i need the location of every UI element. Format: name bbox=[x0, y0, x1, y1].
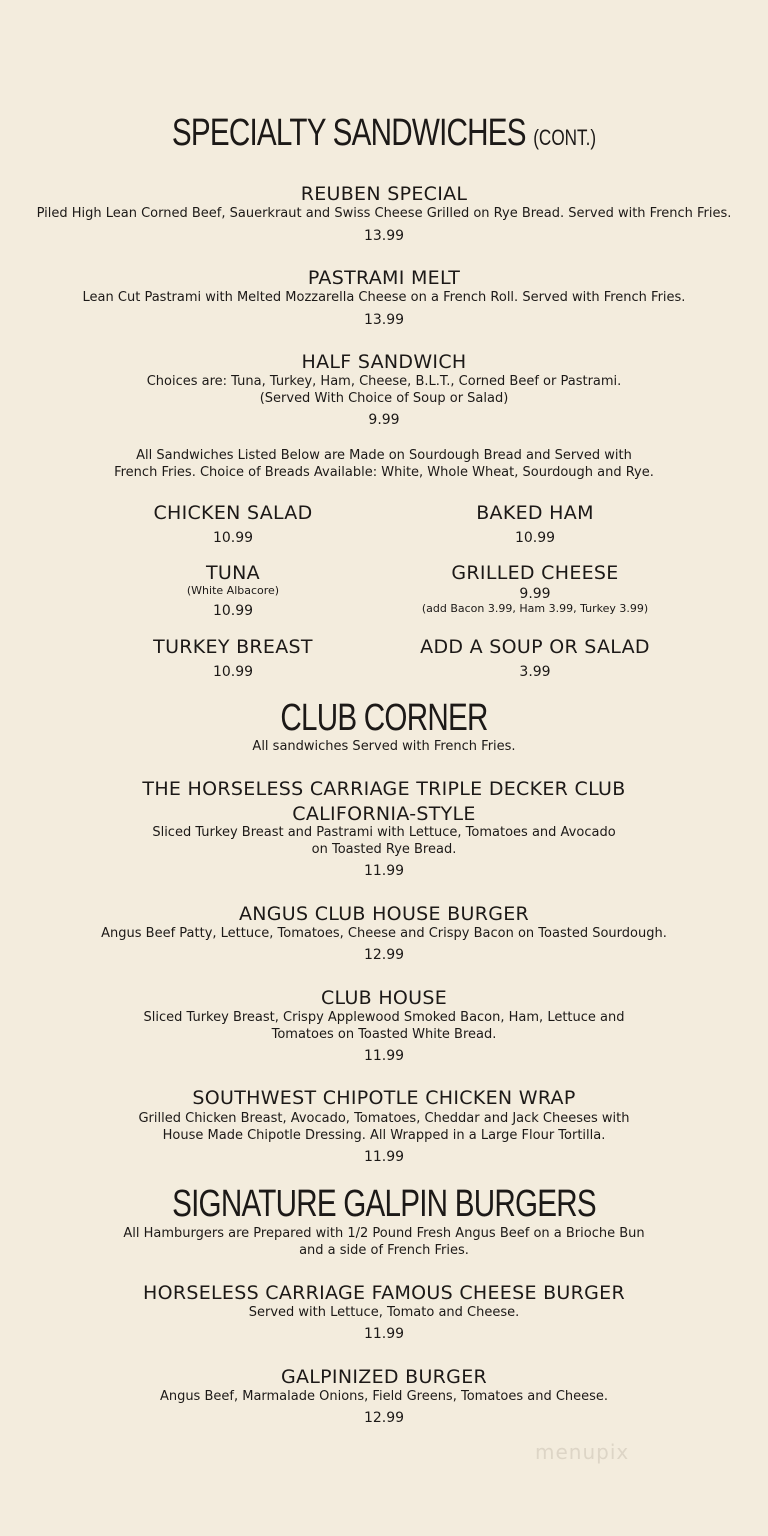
item-desc-reuben: Piled High Lean Corned Beef, Sauerkraut and Swiss Cheese Grilled on Rye Bread. Served with French Fries. bbox=[36, 206, 732, 221]
item-price-triple-decker: 11.99 bbox=[363, 863, 405, 879]
sandwich-note-1: All Sandwiches Listed Below are Made on Sourdough Bread and Served with bbox=[136, 448, 632, 463]
item-price: 10.99 bbox=[212, 664, 254, 680]
item-desc-club-house: Sliced Turkey Breast, Crispy Applewood Smoked Bacon, Ham, Lettuce and bbox=[143, 1010, 625, 1025]
item-sub: (White Albacore) bbox=[186, 584, 280, 597]
item-name: BAKED HAM bbox=[476, 502, 594, 524]
item-name-triple-decker: THE HORSELESS CARRIAGE TRIPLE DECKER CLUB bbox=[142, 778, 626, 800]
club-corner-heading: CLUB CORNER bbox=[280, 697, 488, 739]
item-desc-half-sandwich: Choices are: Tuna, Turkey, Ham, Cheese, B.L.T., Corned Beef or Pastrami. bbox=[146, 374, 622, 389]
grid-item-turkey-breast bbox=[73, 636, 393, 680]
item-price-angus-club: 12.99 bbox=[363, 947, 405, 963]
item-desc-chipotle-wrap-2: House Made Chipotle Dressing. All Wrapped in a Large Flour Tortilla. bbox=[162, 1128, 606, 1143]
section-title-suffix: (CONT.) bbox=[533, 125, 597, 150]
item-desc-triple-decker: Sliced Turkey Breast and Pastrami with Lettuce, Tomatoes and Avocado bbox=[152, 825, 616, 840]
item-price-reuben: 13.99 bbox=[363, 228, 405, 244]
item-price-chipotle-wrap: 11.99 bbox=[363, 1149, 405, 1165]
specialty-sandwiches-heading bbox=[84, 112, 683, 155]
item-desc-club-house-2: Tomatoes on Toasted White Bread. bbox=[271, 1027, 497, 1042]
item-desc-cheese-burger: Served with Lettuce, Tomato and Cheese. bbox=[248, 1305, 520, 1320]
grid-item-chicken-salad bbox=[73, 502, 393, 546]
section-title: SPECIALTY SANDWICHES bbox=[171, 112, 526, 154]
item-sub: (add Bacon 3.99, Ham 3.99, Turkey 3.99) bbox=[421, 602, 649, 615]
item-price: 10.99 bbox=[212, 530, 254, 546]
item-name-half-sandwich: HALF SANDWICH bbox=[301, 351, 467, 373]
item-name-triple-decker-2: CALIFORNIA-STYLE bbox=[292, 803, 476, 825]
item-desc-galpinized: Angus Beef, Marmalade Onions, Field Greens, Tomatoes and Cheese. bbox=[159, 1389, 609, 1404]
item-name: GRILLED CHEESE bbox=[451, 562, 619, 584]
grid-item-tuna bbox=[73, 562, 393, 619]
item-price-half-sandwich: 9.99 bbox=[368, 412, 400, 428]
item-name: TURKEY BREAST bbox=[153, 636, 313, 658]
item-desc-triple-decker-2: on Toasted Rye Bread. bbox=[311, 842, 457, 857]
grid-item-baked-ham bbox=[375, 502, 695, 546]
club-note: All sandwiches Served with French Fries. bbox=[252, 739, 516, 754]
item-desc-half-sandwich-2: (Served With Choice of Soup or Salad) bbox=[259, 391, 509, 406]
item-price-galpinized: 12.99 bbox=[363, 1410, 405, 1426]
item-price: 9.99 bbox=[519, 586, 551, 602]
grid-item-add-soup-salad bbox=[375, 636, 695, 680]
grid-item-grilled-cheese bbox=[375, 562, 695, 615]
item-name: ADD A SOUP OR SALAD bbox=[420, 636, 650, 658]
burgers-heading: SIGNATURE GALPIN BURGERS bbox=[172, 1183, 596, 1225]
item-name-club-house: CLUB HOUSE bbox=[320, 987, 448, 1009]
item-name-reuben: REUBEN SPECIAL bbox=[300, 183, 468, 205]
item-price: 3.99 bbox=[519, 664, 551, 680]
item-name: TUNA bbox=[206, 562, 260, 584]
sandwich-note-2: French Fries. Choice of Breads Available: White, Whole Wheat, Sourdough and Rye. bbox=[114, 465, 654, 480]
burgers-note-1: All Hamburgers are Prepared with 1/2 Pound Fresh Angus Beef on a Brioche Bun bbox=[123, 1226, 645, 1241]
item-price-pastrami: 13.99 bbox=[363, 312, 405, 328]
item-price: 10.99 bbox=[212, 603, 254, 619]
item-name-cheese-burger: HORSELESS CARRIAGE FAMOUS CHEESE BURGER bbox=[143, 1282, 625, 1304]
item-price-club-house: 11.99 bbox=[363, 1048, 405, 1064]
item-price: 10.99 bbox=[514, 530, 556, 546]
item-name-chipotle-wrap: SOUTHWEST CHIPOTLE CHICKEN WRAP bbox=[192, 1087, 576, 1109]
watermark: menupix bbox=[535, 1440, 630, 1464]
item-desc-pastrami: Lean Cut Pastrami with Melted Mozzarella Cheese on a French Roll. Served with French Fries. bbox=[82, 290, 686, 305]
item-desc-angus-club: Angus Beef Patty, Lettuce, Tomatoes, Cheese and Crispy Bacon on Toasted Sourdough. bbox=[101, 926, 667, 941]
item-name: CHICKEN SALAD bbox=[153, 502, 313, 524]
item-name-pastrami: PASTRAMI MELT bbox=[307, 267, 461, 289]
item-name-angus-club: ANGUS CLUB HOUSE BURGER bbox=[238, 903, 530, 925]
burgers-note-2: and a side of French Fries. bbox=[299, 1243, 469, 1258]
item-name-galpinized: GALPINIZED BURGER bbox=[280, 1366, 488, 1388]
item-desc-chipotle-wrap: Grilled Chicken Breast, Avocado, Tomatoes, Cheddar and Jack Cheeses with bbox=[138, 1111, 630, 1126]
item-price-cheese-burger: 11.99 bbox=[363, 1326, 405, 1342]
